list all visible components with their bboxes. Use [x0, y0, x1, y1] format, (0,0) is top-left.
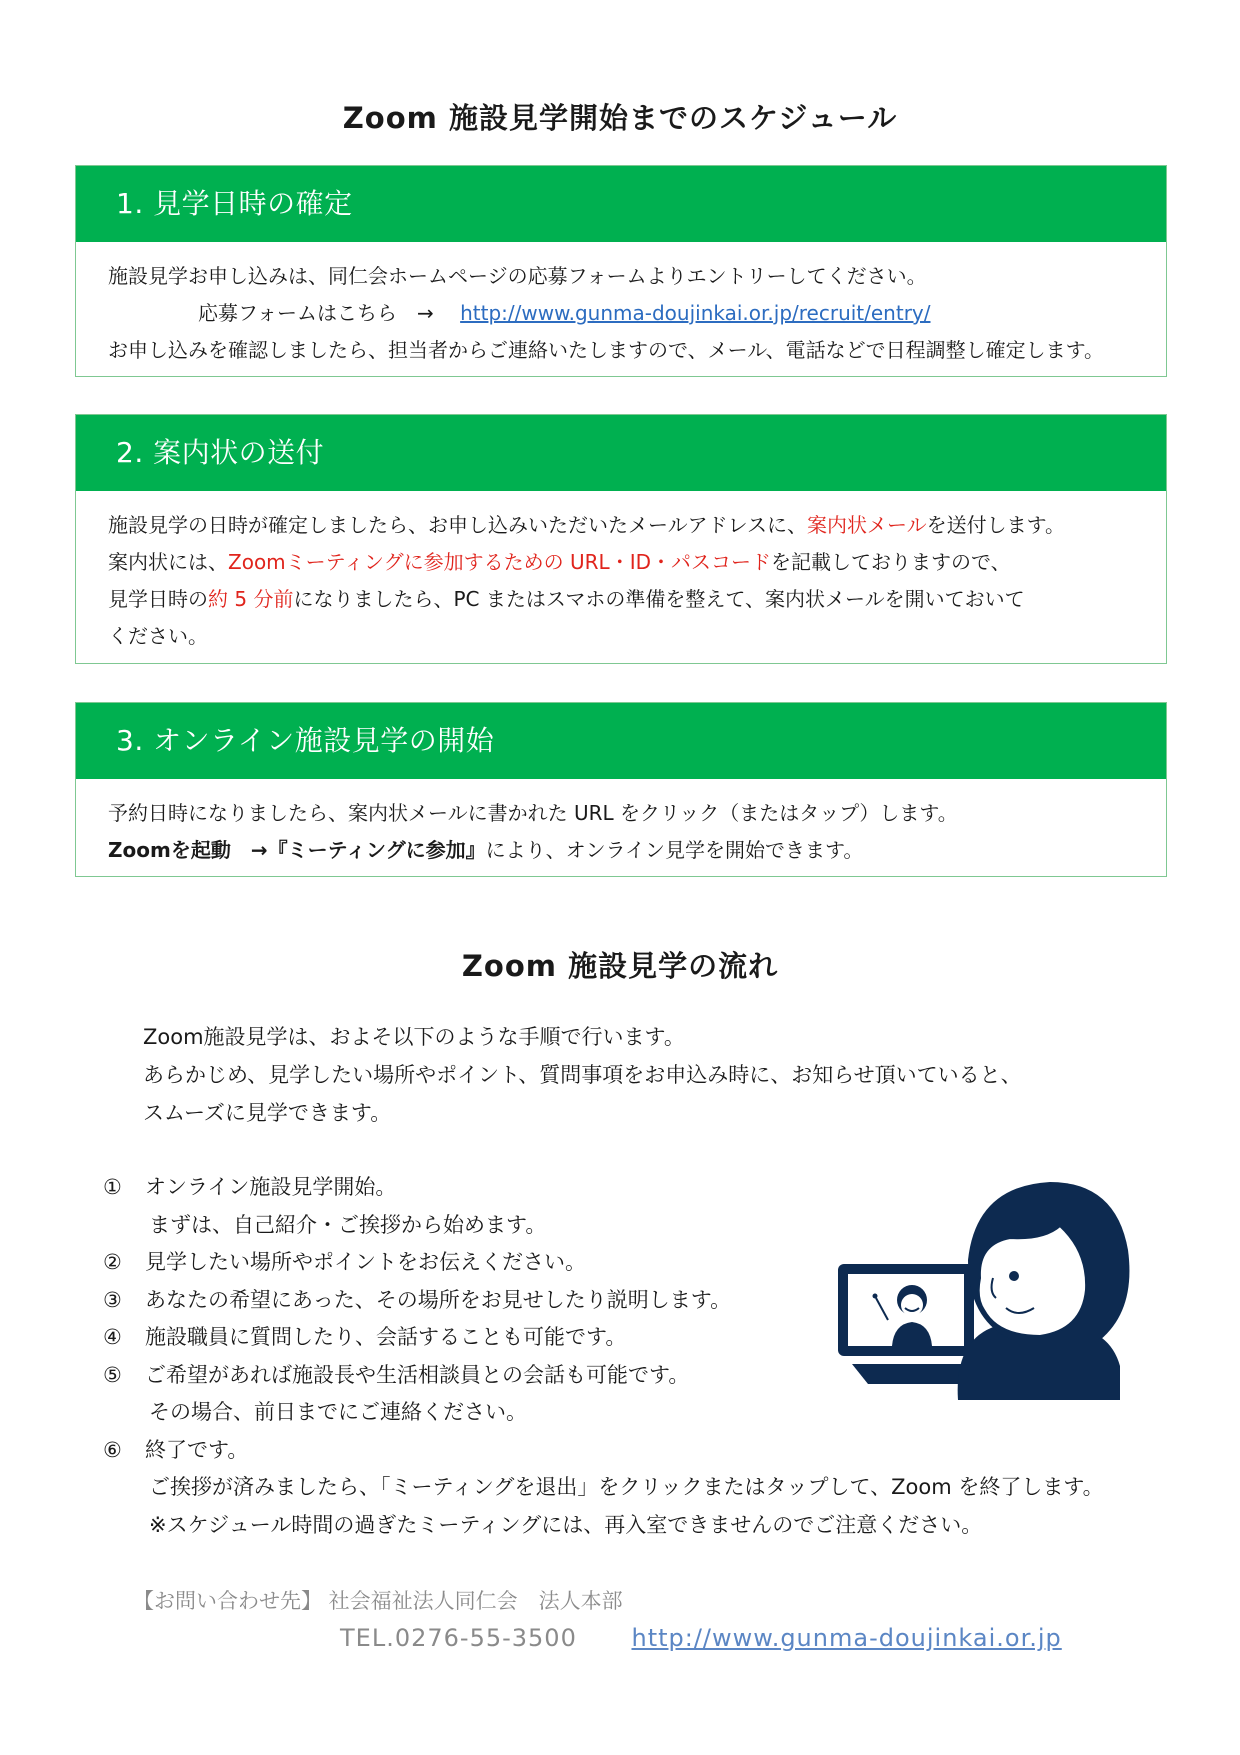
step-number: ⑥	[103, 1437, 122, 1462]
step-subtext: ご挨拶が済みましたら、「ミーティングを退出」をクリックまたはタップして、Zoom を終了します。	[149, 1475, 1104, 1499]
step-subtext: まずは、自己紹介・ご挨拶から始めます。	[149, 1212, 547, 1237]
highlight-text: Zoomミーティングに参加するための URL・ID・パスコード	[228, 550, 771, 574]
step-text: あなたの希望にあった、その場所をお見せしたり説明します。	[145, 1287, 732, 1312]
video-call-illustration-icon	[838, 1180, 1138, 1400]
section-text: お申し込みを確認しましたら、担当者からご連絡いたしますので、メール、電話などで日程調整し確定します。	[108, 338, 1104, 362]
text-span: 施設見学の日時が確定しましたら、お申し込みいただいたメールアドレスに、	[108, 513, 807, 537]
text-span: を記載しておりますので、	[771, 550, 1011, 574]
step-item	[103, 1432, 1104, 1470]
intro-line: あらかじめ、見学したい場所やポイント、質問事項をお申込み時に、お知らせ頂いていると、	[143, 1063, 1022, 1087]
intro-line: スムーズに見学できます。	[143, 1101, 392, 1125]
section-invitation	[75, 414, 1167, 664]
section-body	[76, 491, 1166, 667]
section-heading: 3. オンライン施設見学の開始	[76, 703, 1166, 779]
step-number: ②	[103, 1250, 122, 1274]
entry-form-link[interactable]: http://www.gunma-doujinkai.or.jp/recruit/entry/	[460, 301, 931, 325]
section-text: 施設見学お申し込みは、同仁会ホームページの応募フォームよりエントリーしてください。	[108, 264, 927, 288]
highlight-text: 案内状メール	[807, 513, 927, 537]
step-text: ご希望があれば施設長や生活相談員との会話も可能です。	[145, 1362, 690, 1387]
text-span: により、オンライン見学を開始できます。	[485, 838, 864, 862]
section-confirm-date	[75, 165, 1167, 377]
step-subtext: その場合、前日までにご連絡ください。	[149, 1400, 527, 1424]
section-body	[76, 779, 1166, 881]
step-number: ③	[103, 1287, 122, 1312]
step-text: 施設職員に質問したり、会話することも可能です。	[145, 1325, 627, 1349]
section-heading: 2. 案内状の送付	[76, 415, 1166, 491]
section-text: ください。	[108, 624, 208, 648]
section-text	[108, 581, 1136, 618]
step-text: 終了です。	[145, 1437, 249, 1462]
text-span: を送付します。	[926, 513, 1066, 537]
text-span: になりましたら、PC またはスマホの準備を整えて、案内状メールを開いておいて	[293, 587, 1025, 611]
contact-row	[340, 1624, 1062, 1652]
intro-line: Zoom施設見学は、およそ以下のような手順で行います。	[143, 1025, 685, 1049]
step-number: ①	[103, 1175, 122, 1199]
step-number: ⑤	[103, 1362, 122, 1387]
homepage-link[interactable]: http://www.gunma-doujinkai.or.jp	[631, 1624, 1062, 1652]
section-text	[108, 832, 1136, 869]
highlight-text: 約 5 分前	[208, 587, 294, 611]
text-span: 見学日時の	[108, 587, 208, 611]
form-link-label: 応募フォームはこちら →	[198, 301, 454, 325]
form-link-row	[108, 295, 1136, 332]
section-text: 予約日時になりましたら、案内状メールに書かれた URL をクリック（またはタップ）します。	[108, 801, 958, 825]
flow-intro	[143, 1018, 1022, 1132]
step-note: ※スケジュール時間の過ぎたミーティングには、再入室できませんのでご注意ください。	[149, 1512, 983, 1537]
section-heading: 1. 見学日時の確定	[76, 166, 1166, 242]
schedule-title: Zoom 施設見学開始までのスケジュール	[342, 101, 898, 135]
contact-tel: TEL.0276-55-3500	[340, 1624, 577, 1652]
section-text	[108, 544, 1136, 581]
flow-title: Zoom 施設見学の流れ	[461, 949, 779, 983]
text-span: 案内状には、	[108, 550, 228, 574]
section-body	[76, 242, 1166, 381]
step-text: 見学したい場所やポイントをお伝えください。	[145, 1250, 586, 1274]
section-start-online	[75, 702, 1167, 877]
step-number: ④	[103, 1325, 122, 1349]
bold-text: Zoomを起動 →『ミーティングに参加』	[108, 838, 486, 862]
contact-label: 【お問い合わせ先】 社会福祉法人同仁会 法人本部	[133, 1589, 623, 1613]
section-text	[108, 507, 1136, 544]
step-text: オンライン施設見学開始。	[145, 1175, 397, 1199]
